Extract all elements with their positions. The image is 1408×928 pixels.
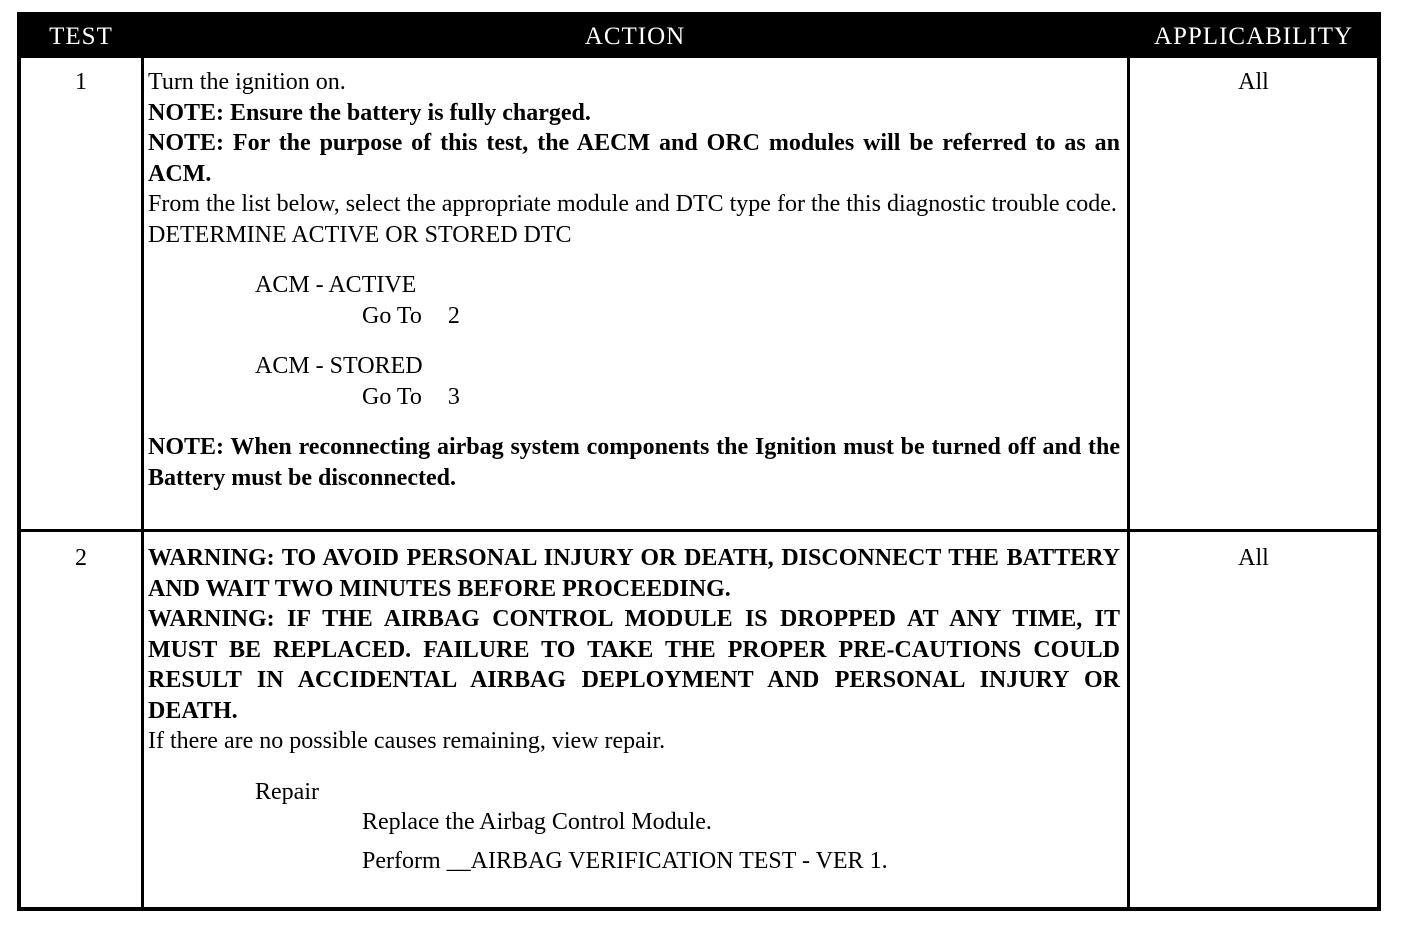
goto-label: Go To: [362, 302, 422, 329]
warning-text: WARNING: TO AVOID PERSONAL INJURY OR DEATH, DISCONNECT THE BATTERY AND WAIT TWO MINUTES BEFORE PROCEEDING.: [148, 545, 1120, 602]
row-2-test-number: 2: [75, 545, 87, 571]
row-divider: [21, 529, 1377, 532]
repair-label: Repair: [255, 778, 319, 805]
header-applicability: APPLICABILITY: [1153, 23, 1354, 50]
header-action: ACTION: [584, 23, 686, 50]
column-divider: [1127, 58, 1130, 907]
row-2-applicability: All: [1238, 545, 1269, 571]
header-test: TEST: [49, 23, 113, 50]
repair-step[interactable]: Perform __AIRBAG VERIFICATION TEST - VER 1.: [362, 847, 888, 874]
diagnostic-test-table: [17, 12, 1381, 911]
goto-target[interactable]: 2: [447, 302, 460, 329]
warning-text: WARNING: IF THE AIRBAG CONTROL MODULE IS DROPPED AT ANY TIME, IT MUST BE REPLACED. FAILURE TO TAKE THE PROPER PRE-CAUTIONS COULD RESULT IN ACCIDENTAL AIRBAG DEPLOYMENT AND PERSONAL INJURY OR DEATH.: [148, 606, 1120, 724]
note-text: NOTE: When reconnecting airbag system components the Ignition must be turned off and the Battery must be disconnected.: [148, 434, 1120, 491]
row-2-action: [148, 543, 1120, 876]
instruction-heading: DETERMINE ACTIVE OR STORED DTC: [148, 221, 572, 248]
note-text: NOTE: Ensure the battery is fully charged.: [148, 99, 591, 126]
goto-link[interactable]: [148, 301, 1120, 332]
row-1-applicability: All: [1238, 69, 1269, 95]
row-1-action: [148, 67, 1120, 493]
option-label: ACM - ACTIVE: [255, 272, 417, 298]
table-header: [21, 16, 1377, 58]
instruction-text: Turn the ignition on.: [148, 69, 346, 95]
note-text: NOTE: For the purpose of this test, the AECM and ORC modules will be referred to as an ACM.: [148, 130, 1120, 187]
goto-label: Go To: [362, 383, 422, 410]
repair-step: Replace the Airbag Control Module.: [362, 809, 712, 835]
instruction-text: If there are no possible causes remaining, view repair.: [148, 728, 666, 754]
goto-target[interactable]: 3: [447, 383, 460, 410]
option-label: ACM - STORED: [255, 353, 423, 379]
column-divider: [141, 58, 144, 907]
instruction-text: From the list below, select the appropriate module and DTC type for the this diagnostic trouble code.: [148, 191, 1117, 217]
row-1-test-number: 1: [75, 69, 87, 95]
goto-link[interactable]: [148, 382, 1120, 413]
